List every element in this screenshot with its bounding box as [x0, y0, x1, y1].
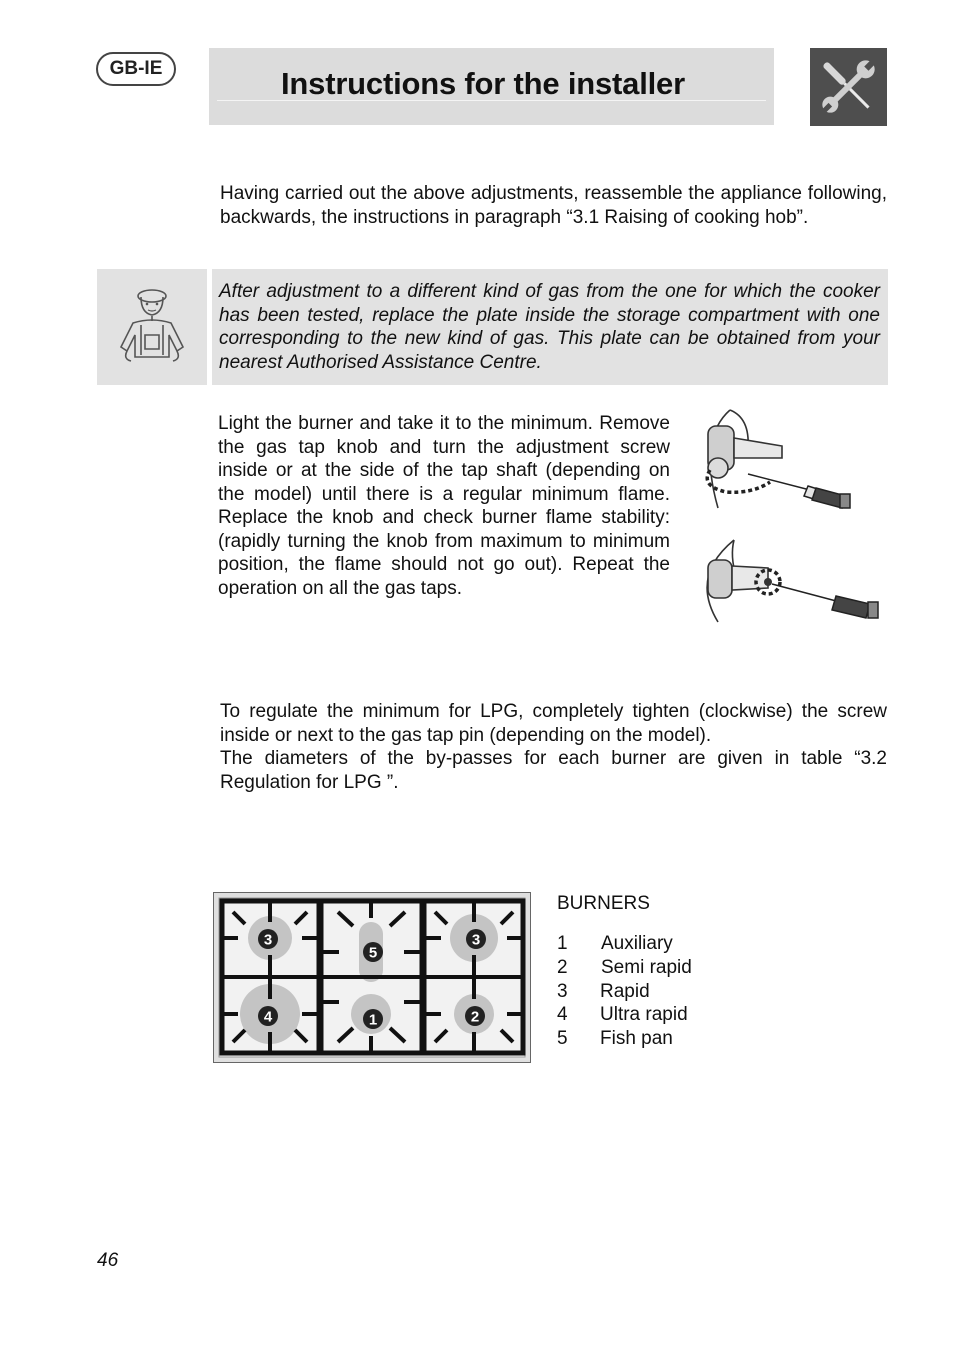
lpg-paragraph-1: To regulate the minimum for LPG, completely tighten (clockwise) the screw inside or next to the gas tap pin (depending on the model). — [220, 701, 887, 746]
burner-number-marker — [466, 929, 486, 949]
svg-text:5: 5 — [368, 944, 378, 962]
svg-text:2: 2 — [470, 1008, 480, 1026]
technician-icon-box — [97, 269, 207, 385]
page-number: 46 — [97, 1250, 119, 1271]
page-title: Instructions for the installer — [281, 66, 685, 101]
legend-item: 5 Fish pan — [557, 1028, 673, 1050]
svg-text:3: 3 — [471, 931, 481, 949]
technician-icon — [97, 269, 207, 385]
tap-adjustment-illustration-top — [690, 408, 890, 518]
legend-item: 4 Ultra rapid — [557, 1004, 688, 1026]
legend-item: 3 Rapid — [557, 980, 650, 1002]
svg-text:1: 1 — [368, 1011, 378, 1029]
burners-title: BURNERS — [557, 893, 650, 914]
legend-item: 2 Semi rapid — [557, 956, 692, 978]
burner-number-marker — [258, 929, 278, 949]
gas-plate-note: After adjustment to a different kind of gas from the one for which the cooker has been tested, replace the plate inside the storage compartment with one corresponding to the new kind of gas. This plate can be obtained from your nearest Authorised Assistance Centre. — [219, 281, 880, 373]
burners-legend — [557, 932, 692, 1051]
minimum-flame-paragraph: Light the burner and take it to the minimum. Remove the gas tap knob and turn the adjustment screw inside or at the side of the tap shaft (depending on the model) until there is a regular minimum flame. Replace the knob and check burner flame stability: (rapidly turning the knob from maximum to minimum position, the flame should not go out). Repeat the operation on all the gas taps. — [218, 413, 670, 599]
tap-adjustment-illustration-bottom — [690, 536, 890, 628]
tools-icon — [810, 48, 887, 126]
burner-number-marker — [363, 942, 383, 962]
region-badge: GB-IE — [96, 52, 176, 86]
burner-number-marker — [465, 1006, 485, 1026]
burner-number-marker — [363, 1009, 383, 1029]
title-banner — [209, 48, 774, 125]
burner-number-marker — [258, 1006, 278, 1026]
lpg-paragraph-2: The diameters of the by-passes for each burner are given in table “3.2 Regulation for LPG ”. — [220, 748, 887, 793]
reassemble-paragraph: Having carried out the above adjustments, reassemble the appliance following, backwards, the instructions in paragraph “3.1 Raising of cooking hob”. — [220, 183, 887, 228]
hob-diagram — [213, 892, 531, 1063]
svg-text:4: 4 — [263, 1008, 273, 1026]
legend-item: 1 Auxiliary — [557, 933, 673, 954]
svg-text:3: 3 — [263, 931, 273, 949]
